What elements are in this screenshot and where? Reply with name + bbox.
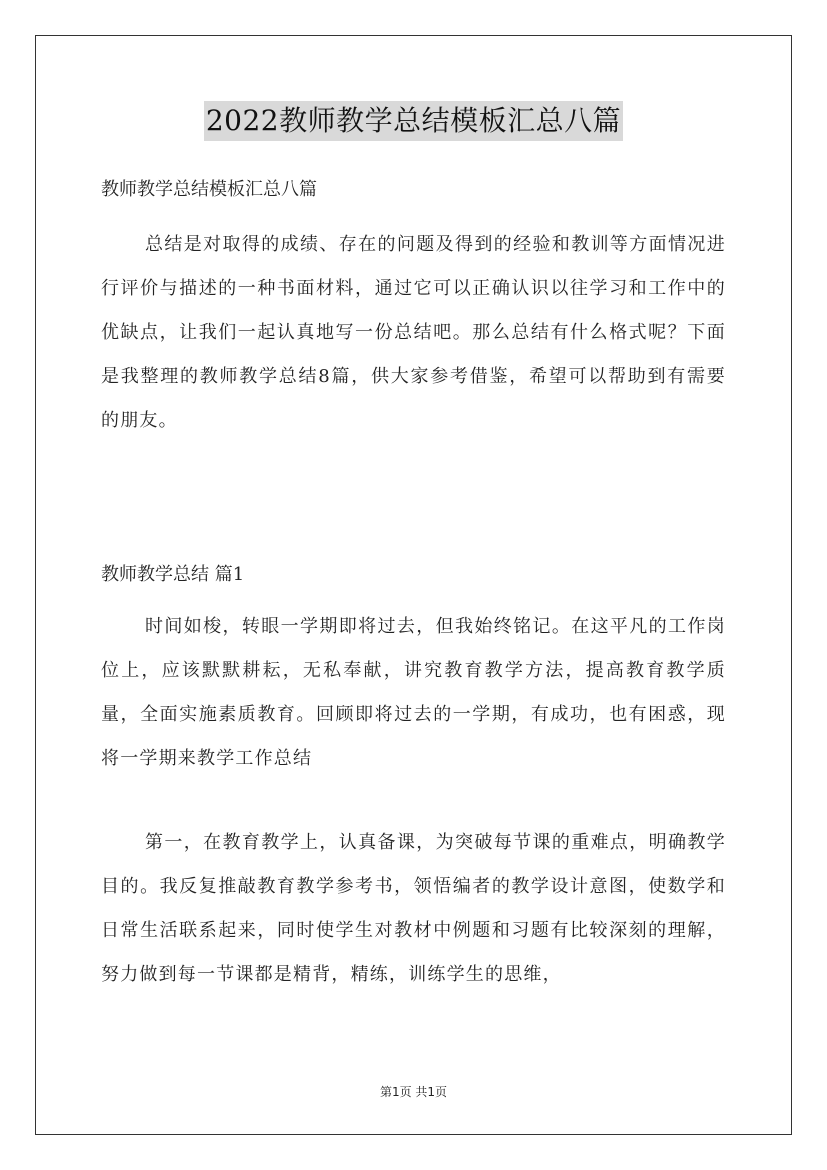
section-heading-1: 教师教学总结 篇1 [101,564,245,585]
document-title: 2022教师教学总结模板汇总八篇 [204,101,623,141]
document-subtitle: 教师教学总结模板汇总八篇 [101,179,317,200]
section1-paragraph-1: 时间如梭，转眼一学期即将过去，但我始终铭记。在这平凡的工作岗位上，应该默默耕耘，无私奉献，讲究教育教学方法，提高教育教学质量，全面实施素质教育。回顾即将过去的一学期，有成功，也有困惑，现将一学期来教学工作总结 [101,616,726,769]
section1-paragraph-2: 第一，在教育教学上，认真备课，为突破每节课的重难点，明确教学目的。我反复推敲教育教学参考书，领悟编者的教学设计意图，使数学和日常生活联系起来，同时使学生对教材中例题和习题有比较深刻的理解，努力做到每一节课都是精背，精练，训练学生的思维， [101,832,726,985]
title-container [0,101,827,141]
page-footer: 第1页 共1页 [379,1085,448,1099]
intro-paragraph: 总结是对取得的成绩、存在的问题及得到的经验和教训等方面情况进行评价与描述的一种书面材料，通过它可以正确认识以往学习和工作中的优缺点，让我们一起认真地写一份总结吧。那么总结有什么格式呢？下面是我整理的教师教学总结8篇，供大家参考借鉴，希望可以帮助到有需要的朋友。 [101,234,726,431]
